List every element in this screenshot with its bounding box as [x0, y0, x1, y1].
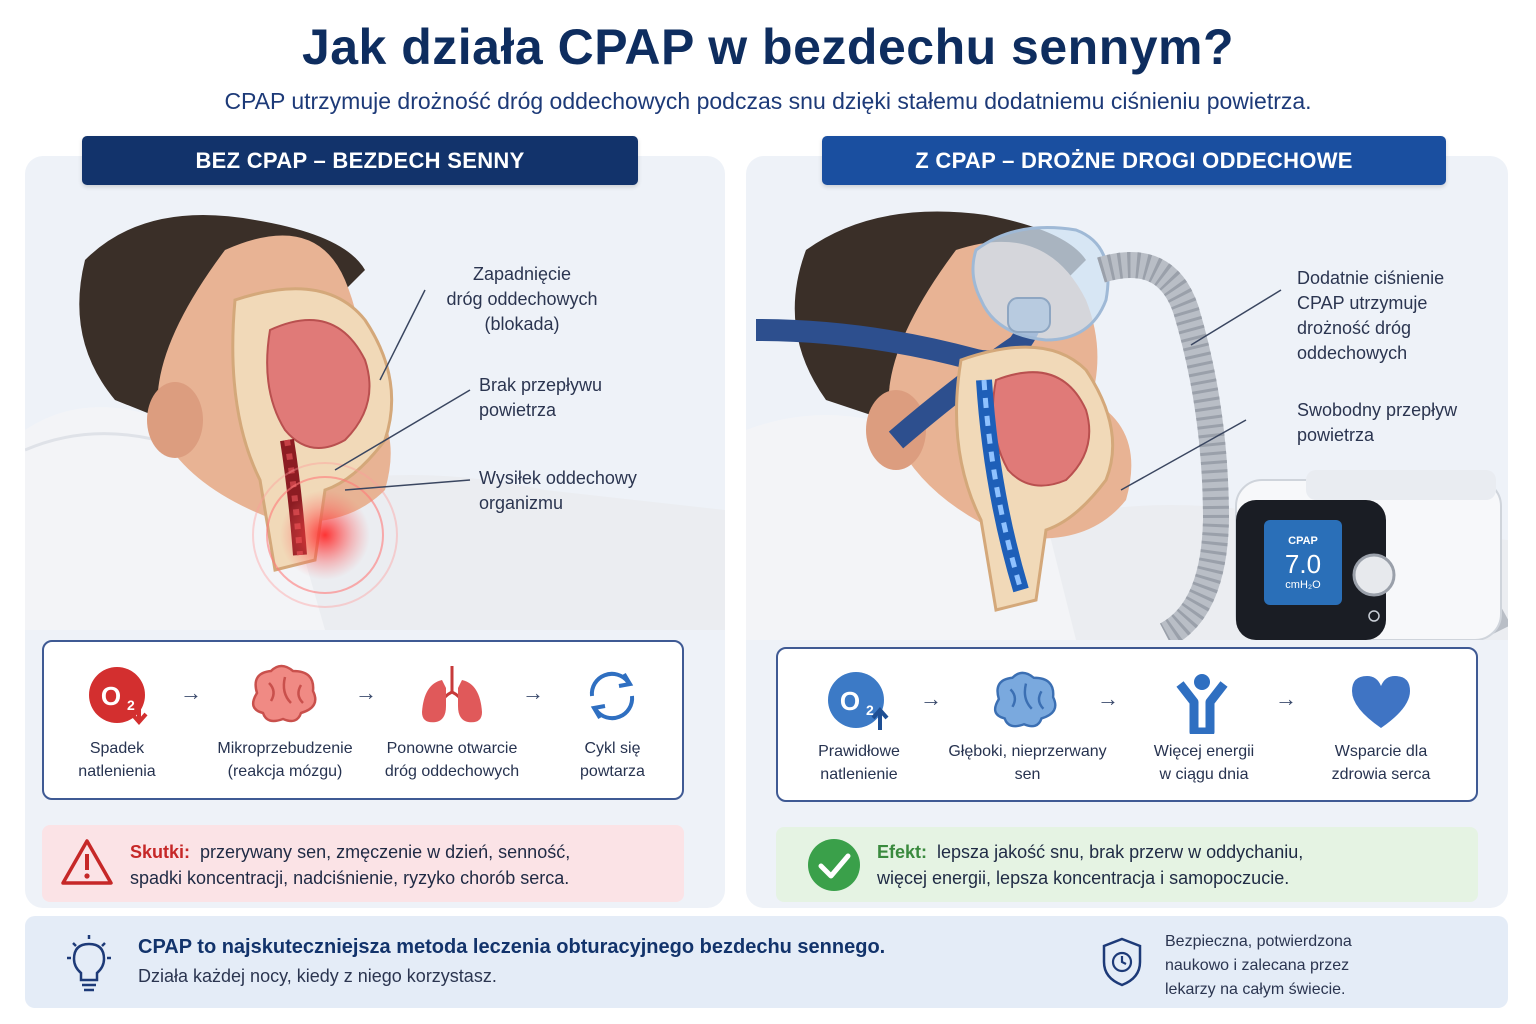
step-oxygen-drop	[62, 737, 172, 783]
callout-airway-collapse	[437, 262, 607, 337]
step-airway-reopen	[372, 737, 532, 783]
oxygen-down-icon	[87, 665, 151, 729]
step-line: natlenienie	[820, 766, 898, 783]
cpap-screen-unit: cmH₂O	[1285, 579, 1321, 591]
step-line: Głęboki, nieprzerwany	[948, 743, 1107, 760]
cpap-screen-label: CPAP	[1288, 535, 1318, 547]
step-line: powtarza	[580, 763, 645, 780]
lungs-icon	[418, 662, 486, 728]
step-line: Więcej energii	[1153, 743, 1255, 760]
lightbulb-icon	[64, 934, 114, 992]
step-line: natlenienia	[78, 763, 156, 780]
step-deep-sleep	[935, 740, 1120, 786]
step-line: Wsparcie dla	[1334, 743, 1428, 760]
oxygen-up-icon	[826, 670, 892, 732]
side-note-line: lekarzy na całym świecie.	[1165, 981, 1346, 998]
step-line: zdrowia serca	[1331, 766, 1431, 783]
bottom-side-note	[1165, 930, 1352, 1002]
step-line: (reakcja mózgu)	[227, 763, 343, 780]
energy-person-icon	[1172, 672, 1232, 734]
callout-free-airflow	[1297, 398, 1457, 448]
effects-line-1: przerywany sen, zmęczenie w dzień, senność,	[200, 842, 571, 862]
callout-line: Swobodny przepływ	[1297, 400, 1458, 420]
callout-line: organizmu	[479, 493, 564, 513]
arrow-right-icon: →	[1097, 686, 1119, 711]
arrow-right-icon: →	[522, 680, 544, 705]
bottom-headline: CPAP to najskuteczniejsza metoda leczenia obturacyjnego bezdechu sennego.	[138, 936, 886, 958]
callout-line: Zapadnięcie	[472, 264, 572, 284]
without-cpap-header: BEZ CPAP – BEZDECH SENNY	[82, 136, 638, 185]
step-more-energy	[1140, 740, 1268, 786]
effects-line-2: spadki koncentracji, nadciśnienie, ryzyko chorób serca.	[130, 868, 570, 888]
step-micro-arousal	[200, 737, 370, 783]
callout-line: CPAP utrzymuje	[1297, 293, 1428, 313]
cpap-screen-value: 7.0	[1284, 549, 1322, 579]
callout-line: drożność dróg	[1297, 318, 1412, 338]
callout-no-airflow	[479, 373, 602, 423]
svg-text:2: 2	[127, 697, 135, 713]
step-normal-oxygen	[800, 740, 918, 786]
bottom-subline: Działa każdej nocy, kiedy z niego korzystasz.	[138, 966, 497, 986]
apnea-anatomy-drawing	[25, 190, 725, 630]
warning-icon	[60, 838, 114, 886]
apnea-illustration	[25, 190, 725, 630]
step-heart-support	[1318, 740, 1444, 786]
check-icon	[806, 837, 862, 893]
step-line: Prawidłowe	[818, 743, 900, 760]
callout-breathing-effort	[479, 466, 637, 516]
svg-text:O: O	[100, 681, 122, 711]
heart-icon	[1350, 674, 1412, 730]
svg-text:2: 2	[866, 702, 874, 718]
shield-icon	[1100, 936, 1144, 988]
callout-line: Wysiłek oddechowy	[479, 468, 637, 488]
arrow-right-icon: →	[180, 680, 202, 705]
callout-line: powietrza	[1297, 425, 1375, 445]
callout-line: powietrza	[479, 400, 557, 420]
step-cycle-repeat	[555, 737, 670, 783]
effect-label: Efekt:	[877, 842, 928, 862]
callout-line: Brak przepływu	[479, 375, 603, 395]
callout-positive-pressure	[1297, 266, 1444, 366]
arrow-right-icon: →	[355, 680, 377, 705]
step-line: Mikroprzebudzenie	[217, 740, 353, 757]
effect-text	[877, 839, 1467, 891]
step-line: Cykl się	[584, 740, 641, 757]
brain-icon	[987, 670, 1063, 732]
svg-text:O: O	[839, 686, 861, 716]
arrow-right-icon: →	[920, 686, 942, 711]
step-line: dróg oddechowych	[384, 763, 520, 780]
callout-line: Dodatnie ciśnienie	[1297, 268, 1445, 288]
page-title: Jak działa CPAP w bezdechu sennym?	[301, 19, 1235, 75]
callout-line: oddechowych	[1297, 343, 1408, 363]
effects-label: Skutki:	[130, 842, 191, 862]
effect-line-1: lepsza jakość snu, brak przerw w oddychaniu,	[937, 842, 1304, 862]
step-line: w ciągu dnia	[1159, 766, 1249, 783]
step-line: Spadek	[89, 740, 145, 757]
callout-line: dróg oddechowych	[446, 289, 598, 309]
arrow-right-icon: →	[1275, 686, 1297, 711]
brain-icon	[245, 663, 323, 727]
callout-line: (blokada)	[484, 314, 560, 334]
page-subtitle: CPAP utrzymuje drożność dróg oddechowych podczas snu dzięki stałemu dodatniemu ciśnieniu powietrza.	[224, 88, 1312, 114]
step-line: Ponowne otwarcie	[386, 740, 518, 757]
side-note-line: naukowo i zalecana przez	[1165, 957, 1350, 974]
effects-text	[130, 839, 670, 891]
with-cpap-header: Z CPAP – DROŻNE DROGI ODDECHOWE	[822, 136, 1446, 185]
side-note-line: Bezpieczna, potwierdzona	[1165, 933, 1352, 950]
effect-line-2: więcej energii, lepsza koncentracja i samopoczucie.	[877, 868, 1290, 888]
cycle-icon	[582, 666, 642, 726]
step-line: sen	[1014, 766, 1041, 783]
